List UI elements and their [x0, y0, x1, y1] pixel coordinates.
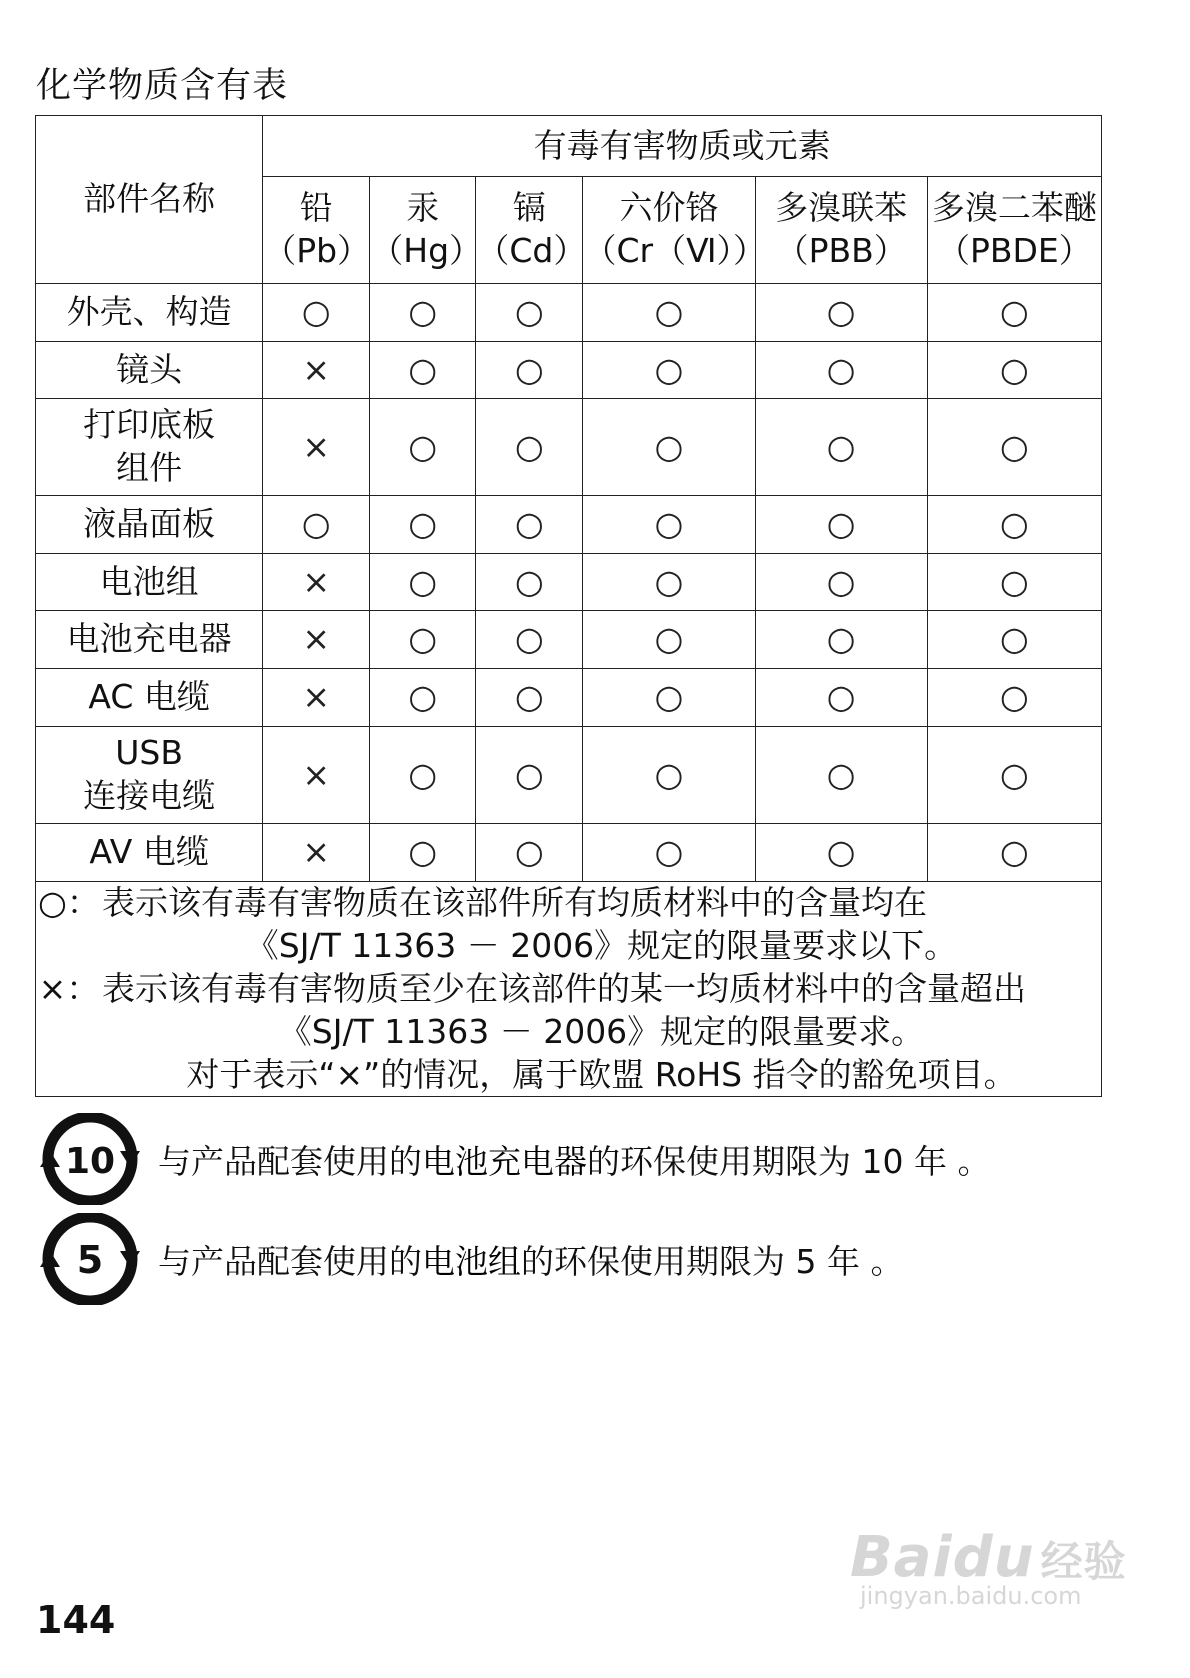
substance-mark-cell: ○ [927, 669, 1101, 727]
substance-mark-cell: × [263, 824, 370, 882]
substance-mark-cell: ○ [476, 669, 583, 727]
substance-mark-cell: ○ [370, 496, 476, 554]
table-row [36, 284, 1102, 342]
substance-symbol: （Cd） [476, 231, 587, 270]
page-title: 化学物质含有表 [36, 66, 289, 106]
substance-mark-cell: ○ [583, 399, 755, 496]
substance-mark-cell: ○ [476, 399, 583, 496]
circle-symbol: ○： [38, 883, 100, 922]
table-row [36, 399, 1102, 496]
substance-mark-cell: ○ [755, 611, 927, 669]
cross-symbol: ×： [38, 968, 100, 1008]
watermark-brand: Baidu 经验 [850, 1525, 1127, 1590]
eco-years-5: 5 [76, 1238, 104, 1282]
substance-name: 镉 [512, 188, 546, 228]
substance-mark-cell: ○ [476, 554, 583, 611]
substance-name: 多溴二苯醚 [931, 188, 1097, 228]
chemical-substance-table [35, 115, 1102, 1097]
part-name-cell: 电池充电器 [36, 611, 263, 669]
page-number: 144 [36, 1598, 116, 1642]
eco-label-row-charger [40, 1113, 990, 1205]
substance-mark-cell: ○ [755, 669, 927, 727]
substance-symbol: （PBB） [775, 231, 907, 270]
substance-mark-cell: ○ [927, 399, 1101, 496]
table-row [36, 496, 1102, 554]
substance-header [755, 177, 927, 284]
substance-mark-cell: ○ [755, 399, 927, 496]
substance-mark-cell: ○ [476, 727, 583, 824]
eco-item-battery: 电池组 [422, 1241, 521, 1281]
eco-label-row-battery [40, 1213, 903, 1305]
substance-mark-cell: × [263, 727, 370, 824]
substance-mark-cell: ○ [583, 554, 755, 611]
substance-symbol: （Cr（Ⅵ）） [583, 231, 767, 270]
substance-mark-cell: ○ [927, 284, 1101, 342]
part-name-cell: 液晶面板 [36, 496, 263, 554]
note-cross [36, 968, 1101, 1011]
part-name-cell: 外壳、构造 [36, 284, 263, 342]
note-cross-text-cont: 《SJ/T 11363 － 2006》规定的限量要求。 [278, 1011, 925, 1051]
substance-mark-cell: ○ [755, 284, 927, 342]
substance-name: 汞 [406, 188, 440, 228]
part-name-cell: 打印底板 组件 [36, 399, 263, 496]
eco-years-10: 10 [64, 1141, 116, 1182]
substance-mark-cell: ○ [583, 611, 755, 669]
table-row [36, 554, 1102, 611]
substance-mark-cell: × [263, 399, 370, 496]
table-notes [36, 882, 1102, 1097]
part-name-cell: 镜头 [36, 342, 263, 399]
substance-mark-cell: × [263, 669, 370, 727]
substance-header [370, 177, 483, 284]
substance-mark-cell: ○ [476, 496, 583, 554]
substance-mark-cell: ○ [927, 611, 1101, 669]
note-rohs-exemption: 对于表示“×”的情况，属于欧盟 RoHS 指令的豁免项目。 [186, 1054, 1017, 1094]
part-name-cell: AC 电缆 [36, 669, 263, 727]
substance-mark-cell: × [263, 342, 370, 399]
substance-mark-cell: ○ [755, 342, 927, 399]
substance-mark-cell: ○ [370, 284, 476, 342]
substance-mark-cell: ○ [583, 727, 755, 824]
substance-symbol: （PBDE） [936, 231, 1092, 270]
substance-mark-cell: ○ [583, 669, 755, 727]
substance-header [583, 177, 767, 284]
substance-header [476, 177, 587, 284]
eco-label-text-charger: 与产品配套使用的电池充电器的环保使用期限为 10 年 。 [158, 1141, 991, 1181]
part-name-cell: 电池组 [36, 554, 263, 611]
table-row [36, 669, 1102, 727]
substance-mark-cell: ○ [755, 727, 927, 824]
substance-mark-cell: × [263, 611, 370, 669]
substance-mark-cell: ○ [263, 496, 370, 554]
substance-group-header: 有毒有害物质或元素 [263, 116, 1102, 177]
substance-symbol: （Pb） [263, 231, 371, 270]
substance-mark-cell: ○ [476, 342, 583, 399]
substance-name: 多溴联苯 [775, 188, 908, 228]
substance-mark-cell: ○ [755, 824, 927, 882]
substance-mark-cell: ○ [927, 342, 1101, 399]
substance-mark-cell: ○ [927, 727, 1101, 824]
substance-mark-cell: ○ [927, 496, 1101, 554]
substance-mark-cell: ○ [263, 284, 370, 342]
substance-mark-cell: ○ [755, 554, 927, 611]
part-name-cell: USB 连接电缆 [36, 727, 263, 824]
note-circle [36, 882, 1101, 925]
substance-mark-cell: ○ [370, 611, 476, 669]
part-name-header: 部件名称 [36, 116, 263, 284]
substance-header [263, 177, 370, 284]
substance-header [927, 177, 1101, 284]
substance-mark-cell: ○ [583, 342, 755, 399]
substance-mark-cell: ○ [476, 284, 583, 342]
substance-mark-cell: ○ [370, 669, 476, 727]
table-row [36, 727, 1102, 824]
substance-mark-cell: ○ [370, 342, 476, 399]
substance-mark-cell: ○ [755, 496, 927, 554]
substance-mark-cell: ○ [370, 824, 476, 882]
watermark-url: jingyan.baidu.com [860, 1582, 1082, 1610]
part-name-cell: AV 电缆 [36, 824, 263, 882]
substance-mark-cell: ○ [370, 399, 476, 496]
substance-mark-cell: ○ [476, 824, 583, 882]
substance-mark-cell: ○ [476, 611, 583, 669]
substance-mark-cell: ○ [583, 284, 755, 342]
eco-label-text-battery: 与产品配套使用的电池组的环保使用期限为 5 年 。 [158, 1241, 904, 1281]
eco-item-charger: 电池充电器 [422, 1141, 587, 1181]
note-cross-text: 表示该有毒有害物质至少在该部件的某一均质材料中的含量超出 [102, 968, 1026, 1008]
table-row [36, 611, 1102, 669]
substance-mark-cell: ○ [370, 554, 476, 611]
substance-symbol: （Hg） [370, 231, 483, 270]
substance-mark-cell: ○ [370, 727, 476, 824]
substance-mark-cell: × [263, 554, 370, 611]
table-row [36, 342, 1102, 399]
substance-name: 六价铬 [619, 188, 719, 228]
note-circle-text-cont: 《SJ/T 11363 － 2006》规定的限量要求以下。 [245, 925, 958, 965]
baidu-jingyan-watermark [850, 1525, 1127, 1610]
substance-mark-cell: ○ [583, 496, 755, 554]
substance-mark-cell: ○ [927, 824, 1101, 882]
substance-mark-cell: ○ [927, 554, 1101, 611]
note-circle-text: 表示该有毒有害物质在该部件所有均质材料中的含量均在 [102, 883, 927, 922]
substance-name: 铅 [299, 188, 333, 228]
eco-period-5-icon [40, 1213, 140, 1305]
substance-mark-cell: ○ [583, 824, 755, 882]
table-row [36, 824, 1102, 882]
eco-period-10-icon [40, 1113, 140, 1205]
